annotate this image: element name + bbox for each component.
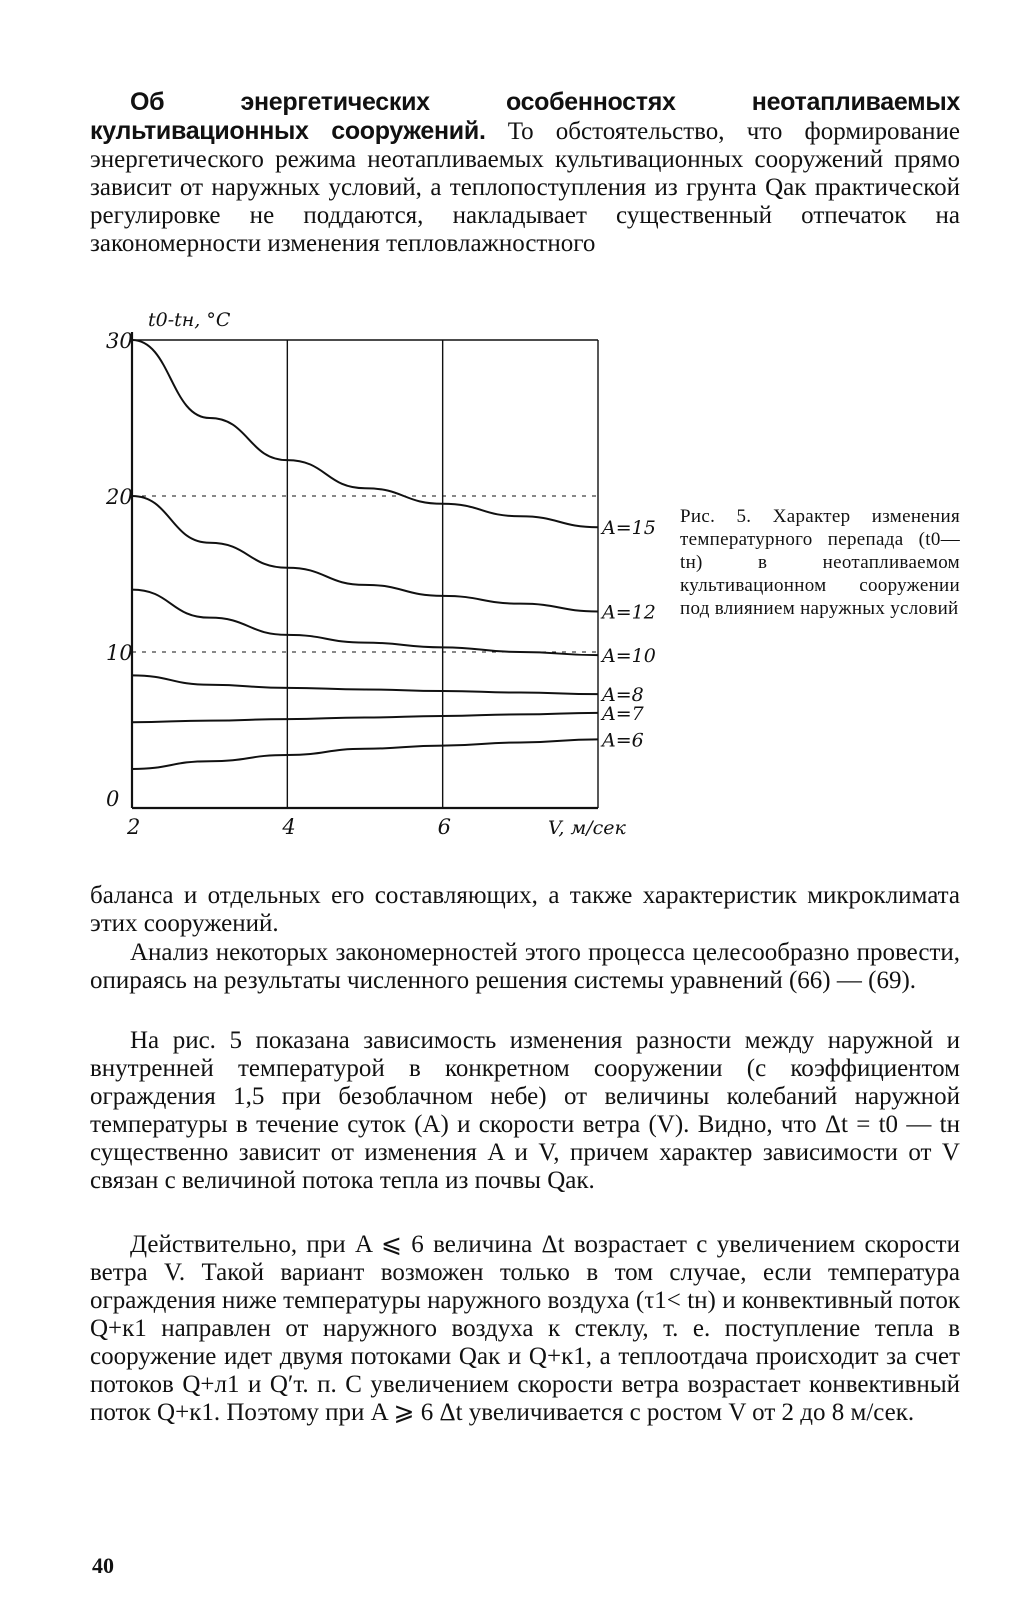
page-number: 40 [92, 1553, 114, 1578]
section-heading: Об энергетических особенностях неотапливаемых культивационных сооружений. [90, 88, 960, 145]
series-label-A-15: A=15 [602, 517, 656, 540]
paragraph-balance: баланса и отдельных его составляющих, а также характеристик микроклимата этих сооружений. [90, 882, 960, 937]
y-tick-label-10: 10 [106, 641, 133, 665]
series-line-A-15 [132, 340, 598, 527]
series-label-A-8: A=8 [602, 684, 644, 707]
paragraph-analysis: Анализ некоторых закономерностей этого процесса целесообразно провести, опираясь на результаты численного решения системы уравнений (66) — (69). [90, 939, 960, 994]
y-tick-label-30: 30 [106, 329, 133, 353]
y-tick-label-20: 20 [106, 485, 133, 509]
y-tick-label-0: 0 [106, 787, 120, 811]
chart-curves [132, 340, 598, 769]
paragraph-intro [90, 88, 960, 258]
paragraph-figure-description: На рис. 5 показана зависимость изменения разности между наружной и внутренней температурой в конкретном сооружении (с коэффициентом ограждения 1,5 при безоблачном небе) от величины колебаний наружной температуры в течение суток (A) и скорости ветра (V). Видно, что Δt = t0 — tн существенно зависит от изменения A и V, причем характер зависимости от V связан с величиной потока тепла из почвы Qак. [90, 1027, 960, 1194]
chart-grid [132, 332, 598, 808]
x-tick-label-6: 6 [437, 815, 452, 839]
x-axis-label: V, м/сек [548, 817, 626, 839]
figure-caption: Рис. 5. Характер изменения температурного перепада (t0—tн) в неотапливаемом культивационном сооружении под влиянием наружных условий [680, 506, 960, 619]
series-label-A-12: A=12 [602, 601, 656, 624]
series-label-A-10: A=10 [602, 645, 656, 668]
series-label-A-6: A=6 [602, 729, 644, 752]
series-line-A-6 [132, 739, 598, 769]
figure-5-chart [90, 300, 670, 860]
series-line-A-12 [132, 496, 598, 611]
x-tick-label-2: 2 [127, 815, 141, 839]
series-line-A-7 [132, 713, 598, 722]
paragraph-intro-text: То обстоятельство, что формирование энергетического режима неотапливаемых культивационных сооружений прямо зависит от наружных условий, а теплопоступления из грунта Qак практической регулировке не поддаются, накладывает существенный отпечаток на закономерности изменения тепловлажностного [90, 118, 960, 257]
chart-labels [105, 309, 656, 839]
x-tick-label-4: 4 [282, 815, 296, 839]
series-label-A-7: A=7 [602, 702, 644, 725]
series-line-A-8 [132, 675, 598, 694]
y-axis-label: t0-tн, °C [148, 309, 231, 331]
series-line-A-10 [132, 590, 598, 656]
paragraph-wind-effect: Действительно, при A ⩽ 6 величина Δt возрастает с увеличением скорости ветра V. Такой вариант возможен только в том случае, если температура ограждения ниже температуры наружного воздуха (τ1< tн) и конвективный поток Q+к1 направлен от наружного воздуха к стеклу, т. е. поступление тепла в сооружение идет двумя потоками Qак и Q+к1, а теплоотдача происходит за счет потоков Q+л1 и Q′т. п. С увеличением скорости ветра возрастает конвективный поток Q+к1. Поэтому при A ⩾ 6 Δt увеличивается с ростом V от 2 до 8 м/сек. [90, 1231, 960, 1426]
